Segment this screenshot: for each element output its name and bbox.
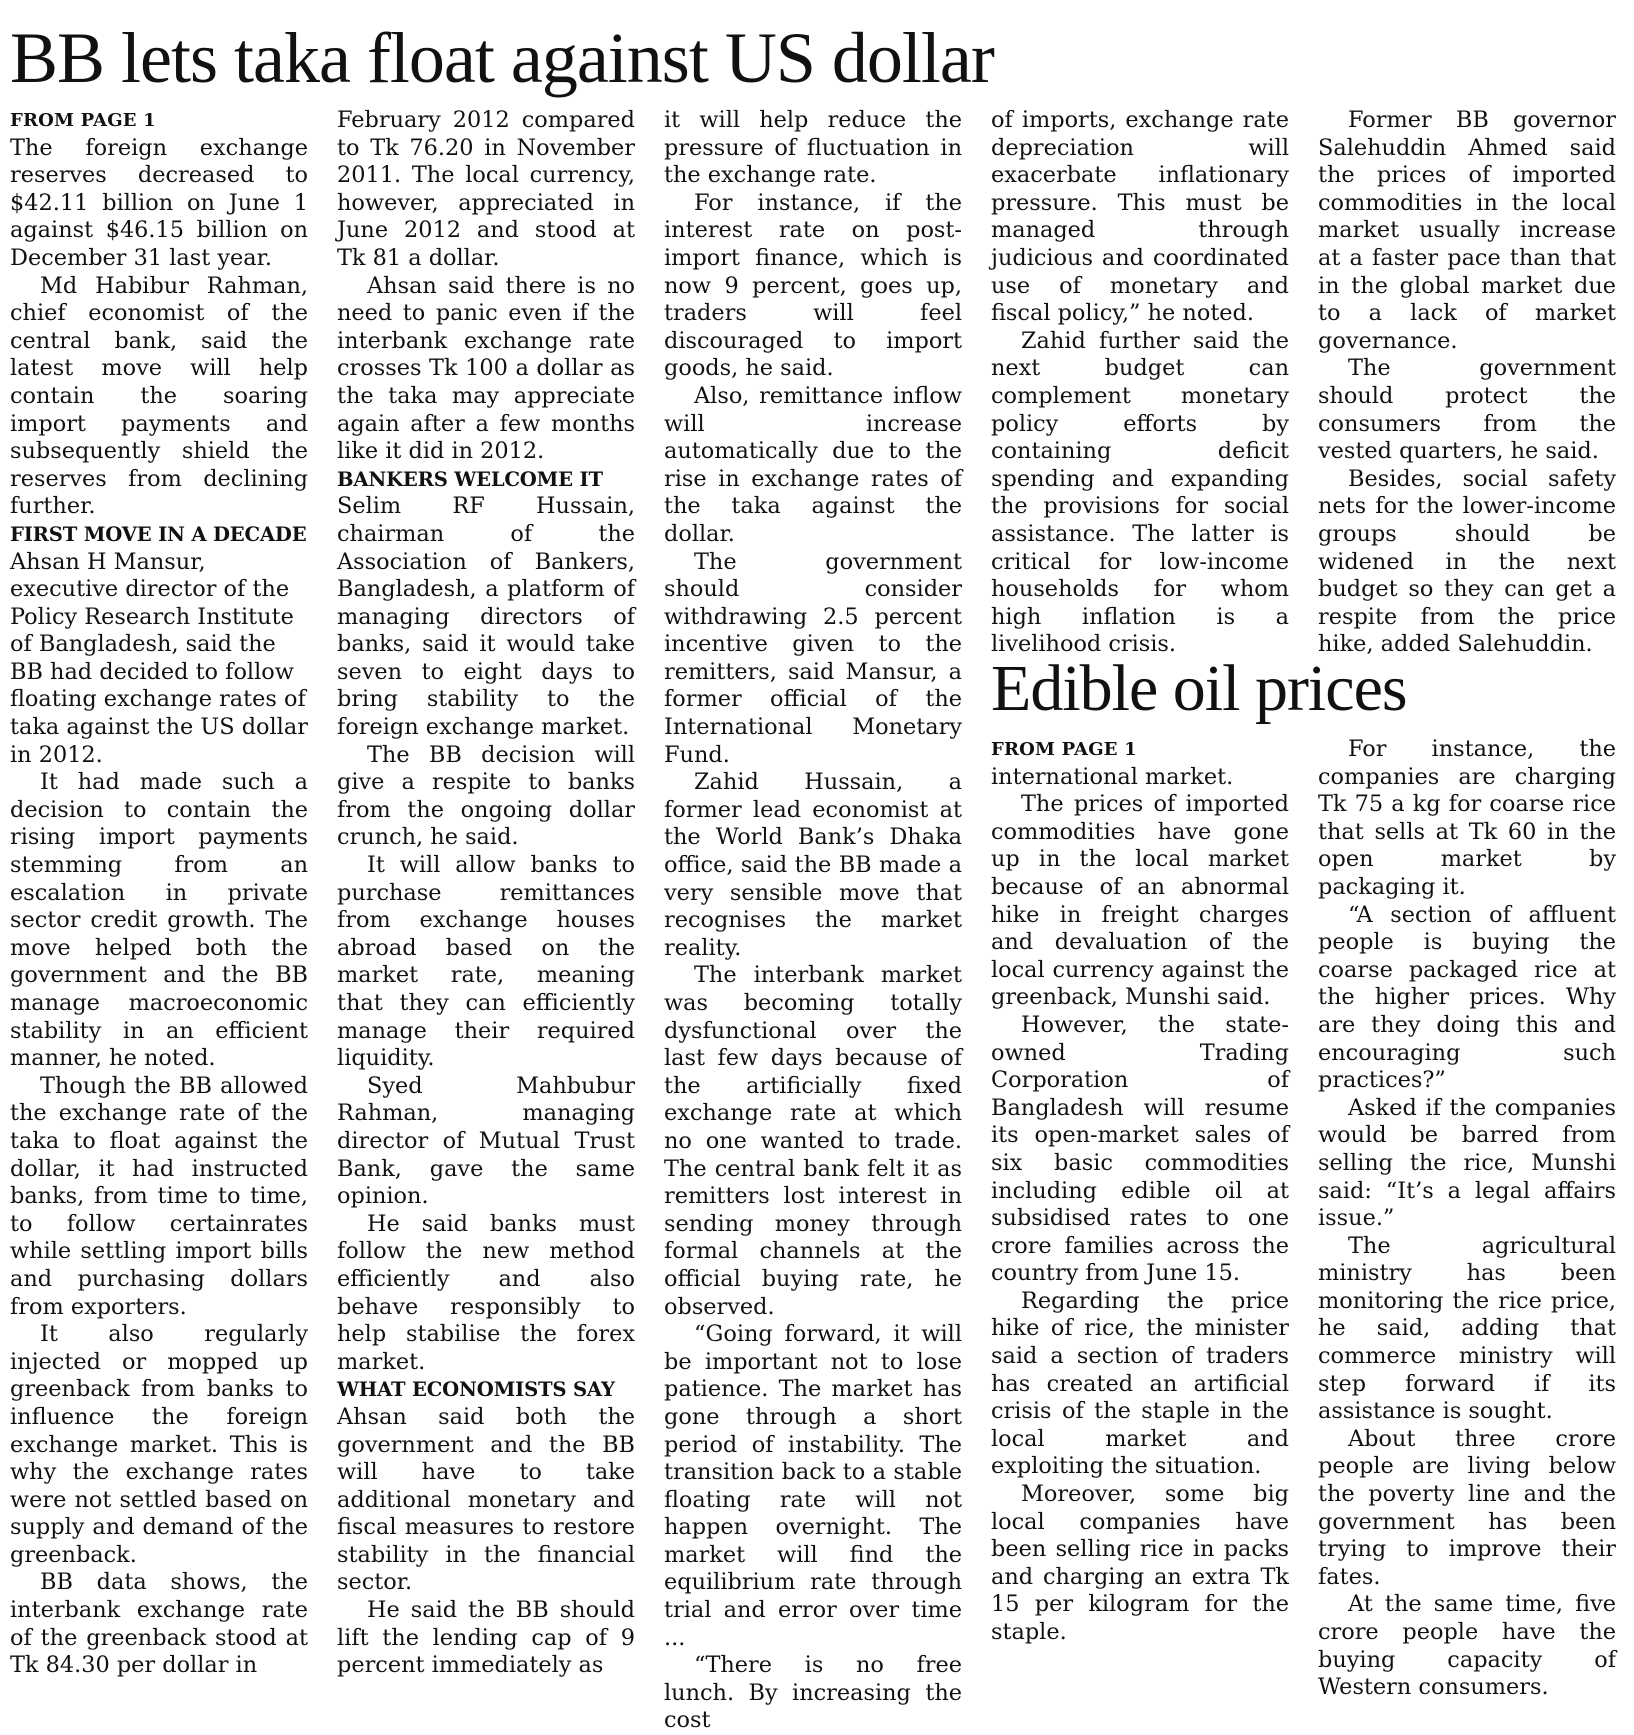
paragraph: It will allow banks to purchase remittances from exchange houses abroad based on the market rate, meaning that they can efficiently manage their required liquidity. xyxy=(337,852,635,1072)
paragraph: it will help reduce the pressure of fluctuation in the exchange rate. xyxy=(664,107,962,189)
article-column-2 xyxy=(337,107,635,1680)
paragraph: Though the BB allowed the exchange rate of the taka to float against the dollar, it had instructed banks, from time to time, to follow certainrates while settling import bills and purchasing dollars from exporters. xyxy=(10,1072,308,1320)
paragraph: Selim RF Hussain, chairman of the Association of Bankers, Bangladesh, a platform of managing directors of banks, said it would take seven to eight days to bring stability to the foreign exchange market. xyxy=(337,493,635,741)
paragraph: “Going forward, it will be important not to lose patience. The market has gone through a short period of instability. The transition back to a stable floating rate will not happen overnight. The market will find the equilibrium rate through trial and error over time ... xyxy=(664,1321,962,1651)
paragraph: February 2012 compared to Tk 76.20 in November 2011. The local currency, however, appreciated in June 2012 and stood at Tk 81 a dollar. xyxy=(337,107,635,271)
paragraph: Ahsan H Mansur, executive director of the Policy Research Institute of Bangladesh, said the BB had decided to follow floating exchange rates of taka against the US dollar in 2012. xyxy=(10,548,308,768)
paragraph: Ahsan said there is no need to panic even if the interbank exchange rate crosses Tk 100 a dollar as the taka may appreciate again after a few months like it did in 2012. xyxy=(337,272,635,465)
article-column-1 xyxy=(10,107,308,1680)
paragraph: BB data shows, the interbank exchange rate of the greenback stood at Tk 84.30 per dollar in xyxy=(10,1569,308,1679)
article-column-4 xyxy=(991,107,1289,659)
paragraph: Ahsan said both the government and the BB will have to take additional monetary and fiscal measures to restore stability in the financial sector. xyxy=(337,1403,635,1596)
paragraph: The agricultural ministry has been monitoring the rice price, he said, adding that commerce ministry will step forward if its assistance is sought. xyxy=(1318,1232,1616,1425)
article-headline: BB lets taka float against US dollar xyxy=(10,18,994,98)
paragraph: However, the state-owned Trading Corporation of Bangladesh will resume its open-market sales of six basic commodities including edible oil at subsidised rates to one crore families across the country from June 15. xyxy=(991,1011,1289,1287)
paragraph: It also regularly injected or mopped up greenback from banks to influence the foreign exchange market. This is why the exchange rates were not settled based on supply and demand of the greenback. xyxy=(10,1321,308,1568)
subheading-economists: WHAT ECONOMISTS SAY xyxy=(337,1378,615,1402)
paragraph: Zahid Hussain, a former lead economist at the World Bank’s Dhaka office, said the BB made a very sensible move that recognises the market reality. xyxy=(664,769,962,961)
paragraph: The government should protect the consumers from the vested quarters, he said. xyxy=(1318,355,1616,465)
paragraph: At the same time, five crore people have the buying capacity of Western consumers. xyxy=(1318,1591,1616,1701)
paragraph: of imports, exchange rate depreciation will exacerbate inflationary pressure. This must be managed through judicious and coordinated use of monetary and fiscal policy,” he noted. xyxy=(991,107,1289,327)
paragraph: The prices of imported commodities have gone up in the local market because of an abnormal hike in freight charges and devaluation of the local currency against the greenback, Munshi said. xyxy=(991,791,1289,1011)
paragraph: He said banks must follow the new method efficiently and also behave responsibly to help stabilise the forex market. xyxy=(337,1210,635,1375)
paragraph: The government should consider withdrawing 2.5 percent incentive given to the remitters, said Mansur, a former official of the International Monetary Fund. xyxy=(664,548,962,768)
paragraph: Moreover, some big local companies have been selling rice in packs and charging an extra Tk 15 per kilogram for the staple. xyxy=(991,1481,1289,1645)
paragraph: Md Habibur Rahman, chief economist of the central bank, said the latest move will help contain the soaring import payments and subsequently shield the reserves from declining further. xyxy=(10,272,308,520)
paragraph: For instance, if the interest rate on post-import finance, which is now 9 percent, goes up, traders will feel discouraged to import goods, he said. xyxy=(664,189,962,382)
subheading-first-move: FIRST MOVE IN A DECADE xyxy=(10,522,307,546)
paragraph: Also, remittance inflow will increase automatically due to the rise in exchange rates of the taka against the dollar. xyxy=(664,382,962,547)
article-column-3 xyxy=(664,107,962,1735)
paragraph: Former BB governor Salehuddin Ahmed said the prices of imported commodities in the local market usually increase at a faster pace than that in the global market due to a lack of market governance. xyxy=(1318,107,1616,354)
second-article-column-1 xyxy=(991,736,1289,1647)
subheading-bankers: BANKERS WELCOME IT xyxy=(337,467,603,491)
paragraph: About three crore people are living below the poverty line and the government has been trying to improve their fates. xyxy=(1318,1425,1616,1590)
paragraph: The interbank market was becoming totally dysfunctional over the last few days because of the artificially fixed exchange rate at which no one wanted to trade. The central bank felt it as remitters lost interest in sending money through formal channels at the official buying rate, he observed. xyxy=(664,962,962,1320)
paragraph: international market. xyxy=(991,763,1234,790)
paragraph: The BB decision will give a respite to banks from the ongoing dollar crunch, he said. xyxy=(337,741,635,851)
paragraph: It had made such a decision to contain the rising import payments stemming from an escalation in private sector credit growth. The move helped both the government and the BB manage macroeconomic stability in an efficient manner, he noted. xyxy=(10,769,308,1072)
from-page-kicker: FROM PAGE 1 xyxy=(10,110,156,131)
article-column-5 xyxy=(1318,107,1616,659)
paragraph: The foreign exchange reserves decreased to $42.11 billion on June 1 against $46.15 billion on December 31 last year. xyxy=(10,134,308,271)
paragraph: Besides, social safety nets for the lower-income groups should be widened in the next budget so they can get a respite from the price hike, added Salehuddin. xyxy=(1318,465,1616,658)
paragraph: He said the BB should lift the lending cap of 9 percent immediately as xyxy=(337,1597,635,1679)
paragraph: Regarding the price hike of rice, the minister said a section of traders has created an artificial crisis of the staple in the local market and exploiting the situation. xyxy=(991,1287,1289,1480)
paragraph: “There is no free lunch. By increasing the cost xyxy=(664,1652,962,1734)
from-page-kicker: FROM PAGE 1 xyxy=(991,739,1137,760)
paragraph: Syed Mahbubur Rahman, managing director of Mutual Trust Bank, gave the same opinion. xyxy=(337,1072,635,1210)
second-article-column-2 xyxy=(1318,736,1616,1702)
second-article-headline: Edible oil prices xyxy=(991,652,1407,725)
paragraph: “A section of affluent people is buying the coarse packaged rice at the higher prices. Why are they doing this and encouraging such practices?” xyxy=(1318,901,1616,1094)
paragraph: Zahid further said the next budget can complement monetary policy efforts by containing deficit spending and expanding the provisions for social assistance. The latter is critical for low-income households for whom high inflation is a livelihood crisis. xyxy=(991,327,1289,658)
paragraph: For instance, the companies are charging Tk 75 a kg for coarse rice that sells at Tk 60 in the open market by packaging it. xyxy=(1318,736,1616,900)
paragraph: Asked if the companies would be barred from selling the rice, Munshi said: “It’s a legal affairs issue.” xyxy=(1318,1094,1616,1232)
